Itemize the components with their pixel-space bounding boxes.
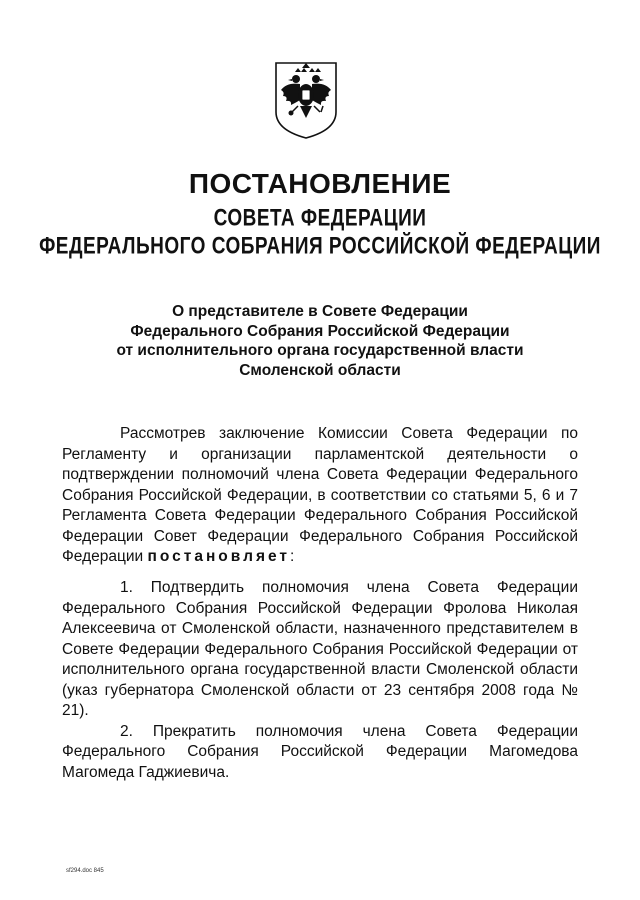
preamble-paragraph xyxy=(62,424,578,568)
subject-line: Федерального Собрания Российской Федерации xyxy=(130,322,510,340)
resolution-item: 1. Подтвердить полномочия члена Совета Федерации Федерального Собрания Российской Федерации Фролова Николая Алексеевича от Смоленской области, назначенного представителем в Совете Федерации Федерального Собрания Российской Федерации от исполнительного органа государственной власти Смоленской области (указ губернатора Смоленской области от 23 сентября 2008 года № 21). xyxy=(62,579,578,719)
issuer-line-1: СОВЕТА ФЕДЕРАЦИИ xyxy=(213,205,427,232)
resolution-items xyxy=(62,578,578,783)
subject-line: Смоленской области xyxy=(239,361,401,379)
subject-line: от исполнительного органа государственной власти xyxy=(116,342,524,359)
decree-colon: : xyxy=(290,548,295,565)
subject-line: О представителе в Совете Федерации xyxy=(172,303,468,320)
decree-word: постановляет xyxy=(147,548,290,565)
file-reference: sf294.doc 845 xyxy=(66,868,104,874)
document-title: ПОСТАНОВЛЕНИЕ xyxy=(188,168,452,199)
preamble-text: Рассмотрев заключение Комиссии Совета Федерации по Регламенту и организации парламентской деятельности о подтверждении полномочий члена Совета Федерации Федерального Собрания Российской Федерации, в соответствии со статьями 5, 6 и 7 Регламента Совета Федерации Федерального Собрания Российской Федерации Совет Федерации Федерального Собрания Российской Федерации xyxy=(62,425,578,565)
issuer-line-2: ФЕДЕРАЛЬНОГО СОБРАНИЯ РОССИЙСКОЙ ФЕДЕРАЦИИ xyxy=(39,233,601,260)
document-subject xyxy=(60,302,580,380)
coat-of-arms-icon xyxy=(273,60,339,140)
resolution-item: 2. Прекратить полномочия члена Совета Федерации Федерального Собрания Российской Федерации Магомедова Магомеда Гаджиевича. xyxy=(62,722,578,781)
